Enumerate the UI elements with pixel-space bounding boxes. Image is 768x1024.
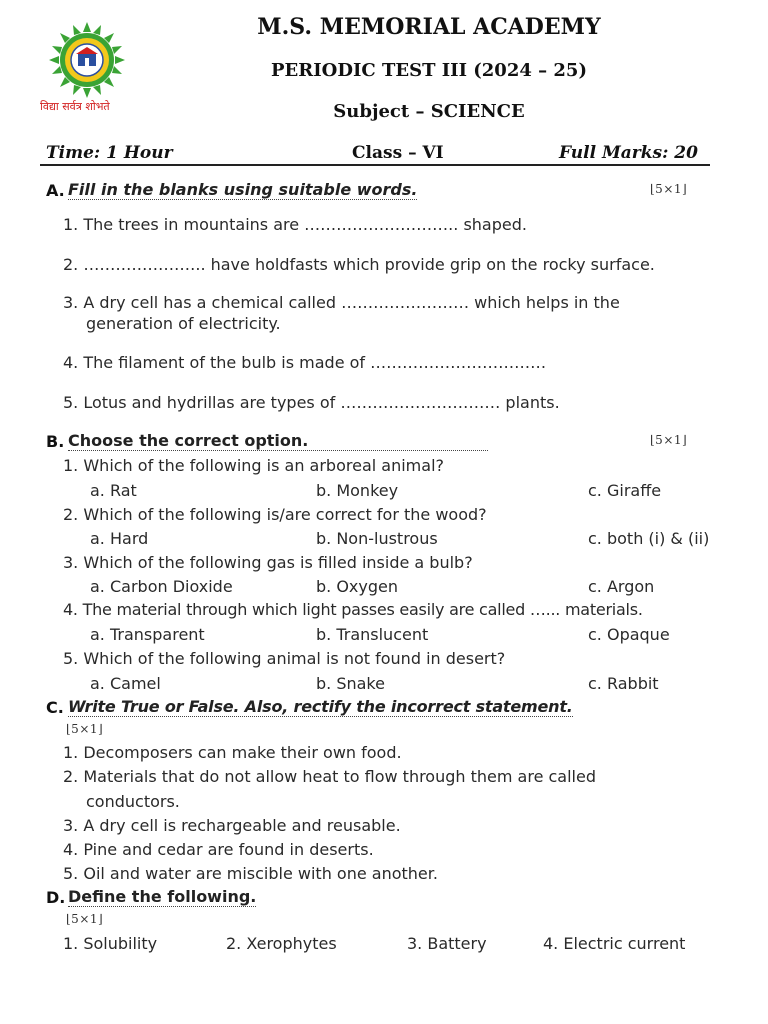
section-a-item-continued: generation of electricity.	[86, 314, 281, 333]
full-marks-label: Full Marks: 20	[559, 143, 698, 163]
section-c-title: Write True or False. Also, rectify the incorrect statement.	[68, 697, 573, 716]
section-d-letter: D.	[46, 888, 66, 907]
section-c-marks: ⌊5×1⌋	[66, 722, 104, 736]
mcq-option-b: b. Oxygen	[316, 577, 398, 596]
mcq-option-a: a. Rat	[90, 481, 137, 500]
mcq-question: 4. The material through which light passes easily are called …... materials.	[63, 600, 643, 619]
section-a-letter: A.	[46, 181, 65, 200]
school-name: M.S. MEMORIAL ACADEMY	[257, 14, 601, 40]
mcq-option-c: c. both (i) & (ii)	[588, 529, 710, 548]
section-a-item: 2. ………………….. have holdfasts which provide grip on the rocky surface.	[63, 255, 655, 274]
mcq-option-b: b. Non-lustrous	[316, 529, 438, 548]
mcq-option-a: a. Hard	[90, 529, 149, 548]
test-title: PERIODIC TEST III (2024 – 25)	[271, 60, 587, 81]
subject-title: Subject – SCIENCE	[333, 101, 525, 122]
define-term: 2. Xerophytes	[226, 934, 337, 953]
section-c-item-continued: conductors.	[86, 792, 180, 811]
define-term: 4. Electric current	[543, 934, 686, 953]
time-label: Time: 1 Hour	[46, 143, 173, 163]
mcq-option-b: b. Translucent	[316, 625, 429, 644]
mcq-option-a: a. Camel	[90, 674, 161, 693]
section-a-marks: ⌊5×1⌋	[650, 182, 688, 196]
mcq-question: 1. Which of the following is an arboreal animal?	[63, 456, 444, 475]
section-d-marks: ⌊5×1⌋	[66, 912, 104, 926]
define-term: 3. Battery	[407, 934, 487, 953]
mcq-question: 2. Which of the following is/are correct for the wood?	[63, 505, 487, 524]
mcq-option-a: a. Transparent	[90, 625, 205, 644]
header-divider	[40, 164, 710, 166]
mcq-option-c: c. Argon	[588, 577, 655, 596]
section-b-letter: B.	[46, 432, 65, 451]
school-motto: विद्या सर्वत्र शोभते	[40, 100, 110, 113]
section-a-item: 1. The trees in mountains are ……………………….. shaped.	[63, 215, 527, 234]
define-term: 1. Solubility	[63, 934, 158, 953]
mcq-option-b: b. Snake	[316, 674, 385, 693]
section-c-item: 1. Decomposers can make their own food.	[63, 743, 402, 762]
mcq-option-c: c. Rabbit	[588, 674, 659, 693]
class-label: Class – VI	[352, 143, 444, 163]
section-c-item: 2. Materials that do not allow heat to flow through them are called	[63, 767, 596, 786]
mcq-question: 5. Which of the following animal is not found in desert?	[63, 649, 506, 668]
section-a-title: Fill in the blanks using suitable words.	[68, 180, 418, 199]
section-d-title: Define the following.	[68, 887, 257, 906]
mcq-question: 3. Which of the following gas is filled inside a bulb?	[63, 553, 473, 572]
section-b-marks: ⌊5×1⌋	[650, 433, 688, 447]
section-a-item: 3. A dry cell has a chemical called …………………… which helps in the	[63, 293, 620, 312]
section-c-letter: C.	[46, 698, 64, 717]
section-c-item: 5. Oil and water are miscible with one another.	[63, 864, 438, 883]
mcq-option-a: a. Carbon Dioxide	[90, 577, 233, 596]
section-a-item: 4. The filament of the bulb is made of ……………………………	[63, 353, 547, 372]
section-b-title: Choose the correct option.	[68, 431, 488, 451]
section-c-item: 3. A dry cell is rechargeable and reusable.	[63, 816, 401, 835]
section-c-item: 4. Pine and cedar are found in deserts.	[63, 840, 374, 859]
mcq-option-c: c. Giraffe	[588, 481, 662, 500]
mcq-option-b: b. Monkey	[316, 481, 399, 500]
section-a-item: 5. Lotus and hydrillas are types of ………………………… plants.	[63, 393, 560, 412]
mcq-option-c: c. Opaque	[588, 625, 670, 644]
